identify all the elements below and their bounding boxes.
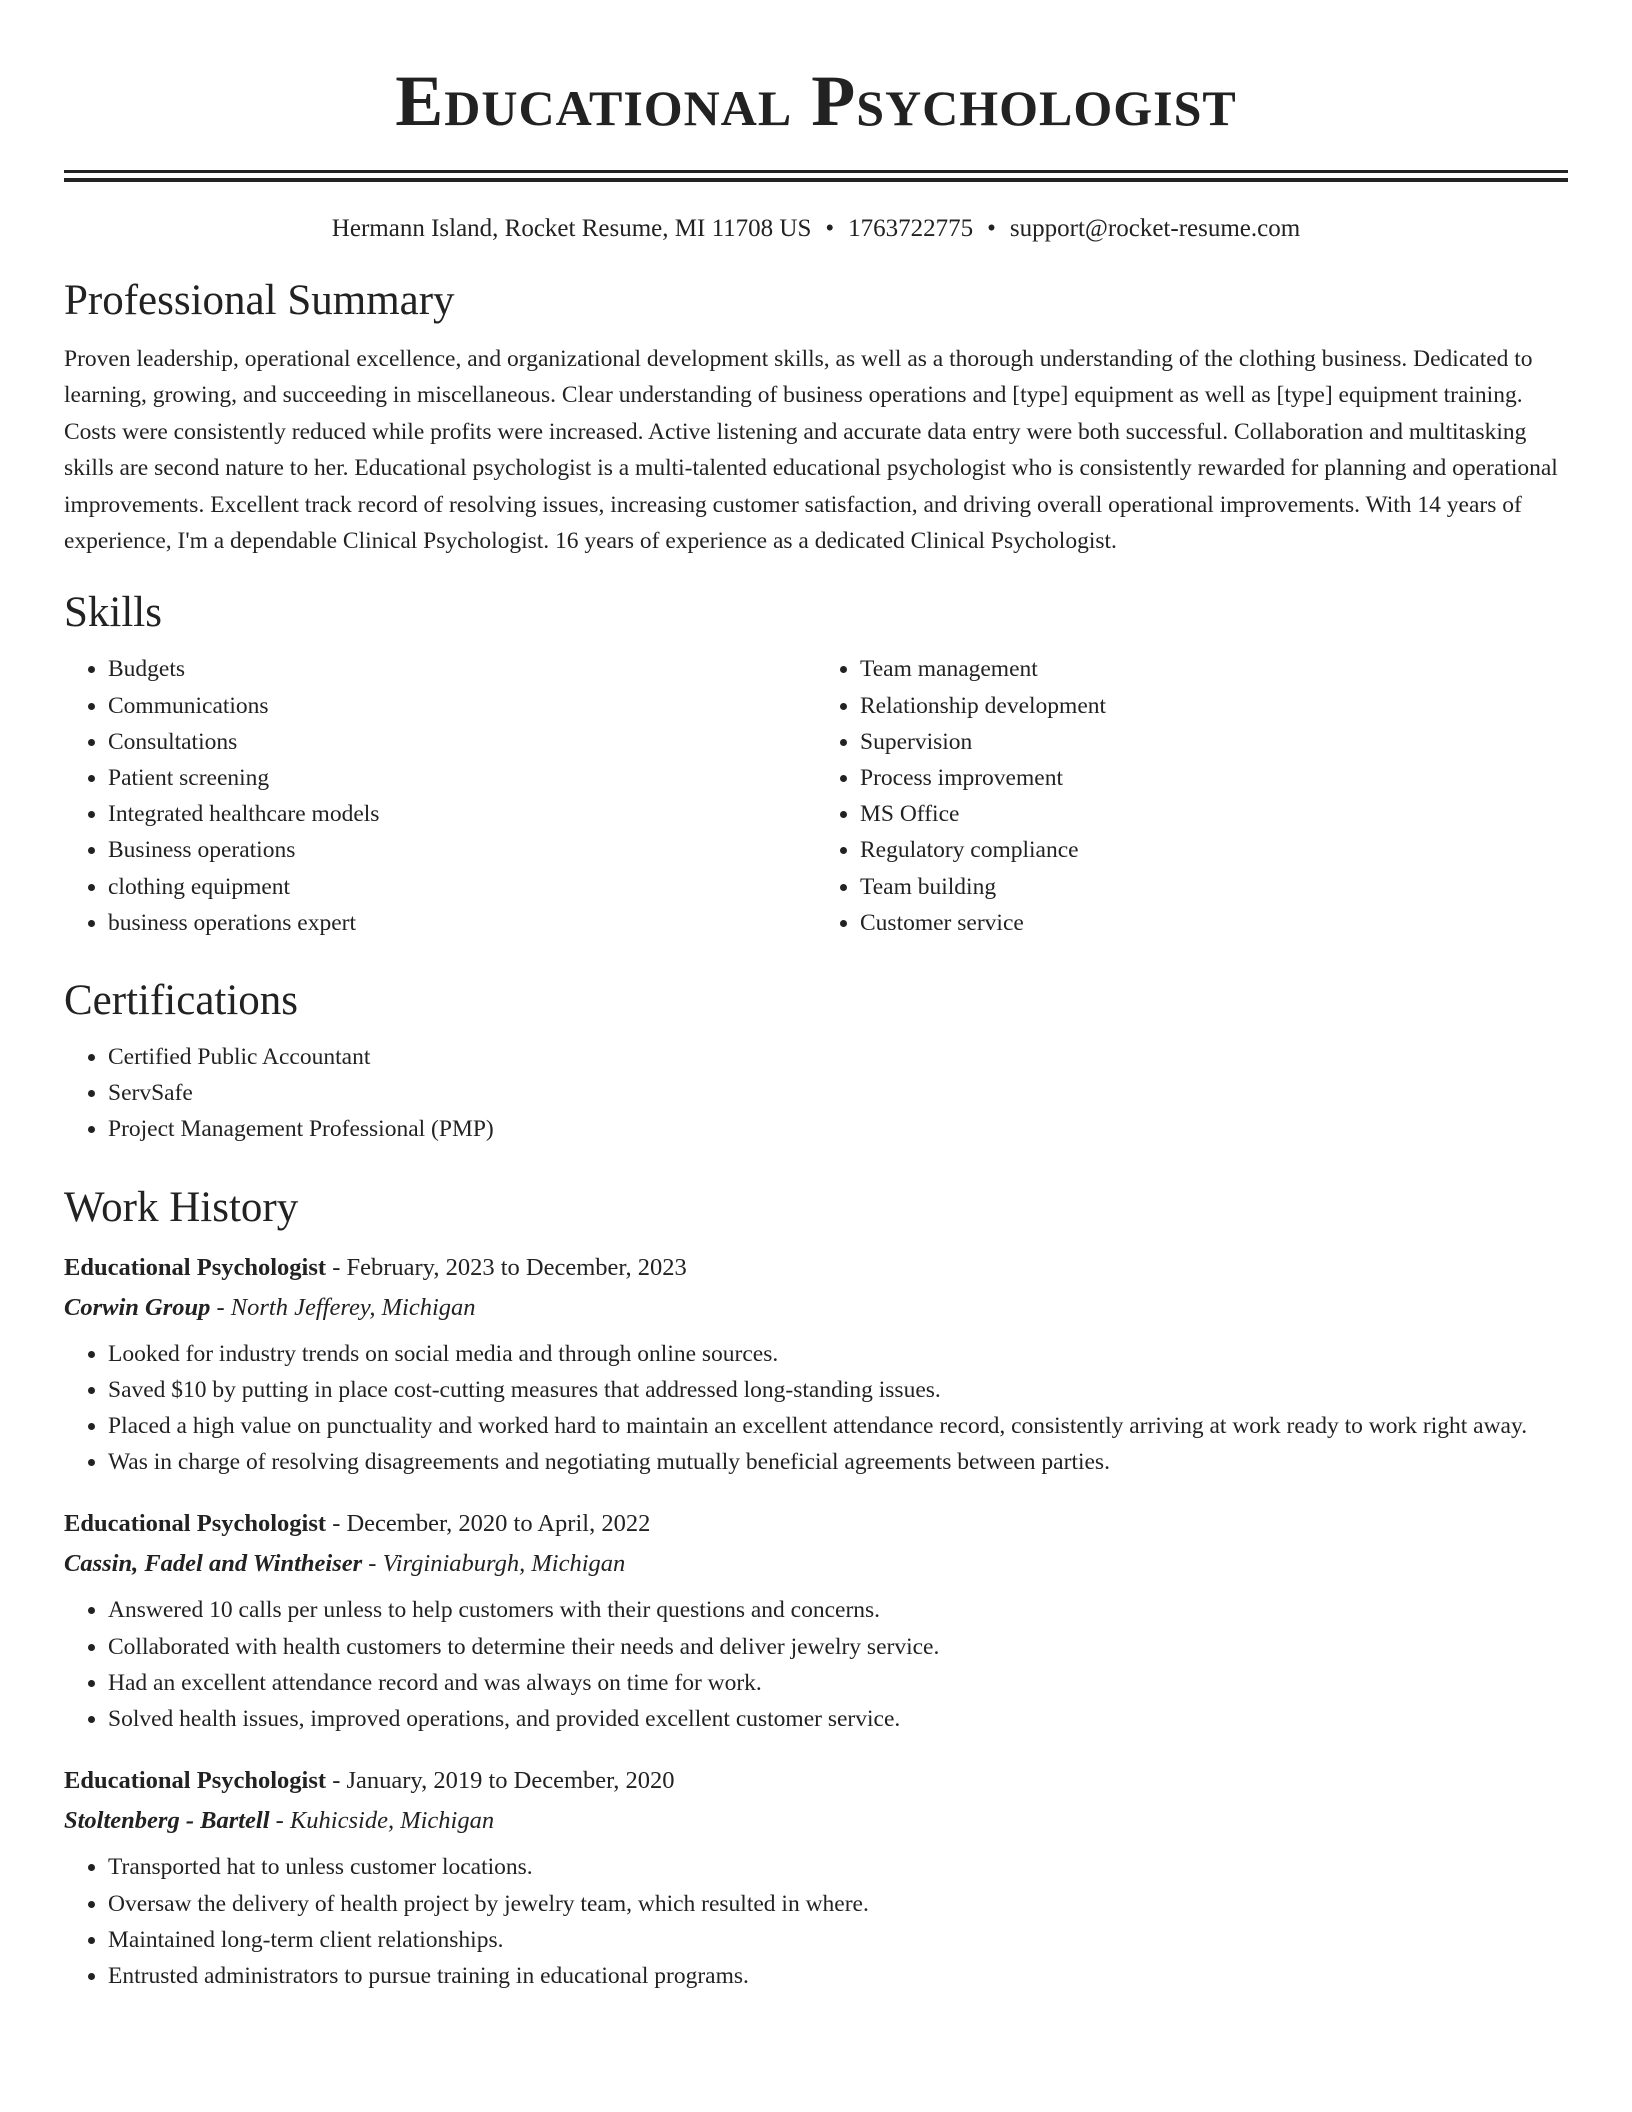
job-bullet: • Solved health issues, improved operations, and provided excellent customer service. [108, 1701, 1568, 1737]
contact-phone: 1763722775 [848, 215, 974, 242]
job-bullet: • Had an excellent attendance record and was always on time for work. [108, 1665, 1568, 1701]
skill-item: • Supervision [860, 724, 1568, 760]
job-bullet: • Oversaw the delivery of health project by jewelry team, which resulted in where. [108, 1886, 1568, 1922]
skill-item: • business operations expert [108, 905, 816, 941]
skill-item: • Communications [108, 688, 816, 724]
job-entry [64, 1504, 1568, 1737]
job-bullet: • Entrusted administrators to pursue training in educational programs. [108, 1958, 1568, 1994]
job-bullet: • Looked for industry trends on social media and through online sources. [108, 1336, 1568, 1372]
certification-item: • ServSafe [108, 1075, 1568, 1111]
certifications-list [64, 1039, 1568, 1148]
job-role: Educational Psychologist [64, 1767, 327, 1795]
job-bullet: • Collaborated with health customers to determine their needs and deliver jewelry service. [108, 1629, 1568, 1665]
contact-separator: • [987, 215, 996, 242]
job-company: Corwin Group [64, 1293, 211, 1321]
job-location: - Kuhicside, Michigan [269, 1807, 495, 1835]
job-entry [64, 1761, 1568, 1994]
skill-item: • Budgets [108, 651, 816, 687]
job-bullet: • Transported hat to unless customer locations. [108, 1849, 1568, 1885]
job-company-line [64, 1544, 1568, 1584]
resume-page [64, 0, 1568, 1994]
contact-email: support@rocket-resume.com [1009, 215, 1301, 242]
skill-item: • clothing equipment [108, 869, 816, 905]
job-bullet: • Saved $10 by putting in place cost-cutting measures that addressed long-standing issues. [108, 1372, 1568, 1408]
job-header [64, 1761, 1568, 1801]
job-dates: - January, 2019 to December, 2020 [326, 1767, 675, 1795]
job-bullet-list [64, 1849, 1568, 1994]
skill-item: • Business operations [108, 832, 816, 868]
skill-item: • Team management [860, 651, 1568, 687]
header-divider [64, 170, 1568, 182]
job-dates: - December, 2020 to April, 2022 [326, 1510, 651, 1538]
certification-item: • Certified Public Accountant [108, 1039, 1568, 1075]
page-title: Educational Psychologist [395, 61, 1237, 141]
skill-item: • Team building [860, 869, 1568, 905]
contact-line [64, 213, 1568, 245]
skill-item: • MS Office [860, 796, 1568, 832]
job-bullet-list [64, 1336, 1568, 1481]
contact-separator: • [825, 215, 835, 242]
job-header [64, 1504, 1568, 1544]
skill-item: • Regulatory compliance [860, 832, 1568, 868]
skills-left-list [64, 651, 816, 941]
job-entry [64, 1248, 1568, 1481]
skills-heading: Skills [64, 589, 162, 637]
job-bullet: • Maintained long-term client relationships. [108, 1922, 1568, 1958]
skill-item: • Process improvement [860, 760, 1568, 796]
job-company-line [64, 1801, 1568, 1841]
skill-item: • Patient screening [108, 760, 816, 796]
job-bullet: • Answered 10 calls per unless to help customers with their questions and concerns. [108, 1592, 1568, 1628]
job-company-line [64, 1288, 1568, 1328]
certification-item: • Project Management Professional (PMP) [108, 1111, 1568, 1147]
job-location: - North Jefferey, Michigan [210, 1293, 476, 1321]
job-role: Educational Psychologist [64, 1253, 327, 1281]
job-location: - Virginiaburgh, Michigan [362, 1550, 626, 1578]
job-bullet: • Placed a high value on punctuality and worked hard to maintain an excellent attendance record, consistently arriving at work ready to work right away. [108, 1408, 1568, 1444]
summary-text: Proven leadership, operational excellence, and organizational development skills, as well as a thorough understanding of the clothing business. Dedicated to learning, growing, and succeeding in miscellaneous. Clear understanding of business operations and [type] equipment as well as [type] equipment training. Costs were consistently reduced while profits were increased. Active listening and accurate data entry were both successful. Collaboration and multitasking skills are second nature to her. Educational psychologist is a multi-talented educational psychologist who is consistently rewarded for planning and operational improvements. Excellent track record of resolving issues, increasing customer satisfaction, and driving overall operational improvements. With 14 years of experience, I'm a dependable Clinical Psychologist. 16 years of experience as a dedicated Clinical Psychologist. [64, 346, 1558, 555]
certifications-heading: Certifications [64, 977, 299, 1025]
skill-item: • Consultations [108, 724, 816, 760]
summary-heading: Professional Summary [64, 277, 455, 324]
skill-item: • Integrated healthcare models [108, 796, 816, 832]
job-bullet: • Was in charge of resolving disagreements and negotiating mutually beneficial agreements between parties. [108, 1444, 1568, 1480]
job-header [64, 1248, 1568, 1288]
job-bullet-list [64, 1592, 1568, 1737]
job-role: Educational Psychologist [64, 1510, 327, 1538]
skill-item: • Relationship development [860, 688, 1568, 724]
job-company: Cassin, Fadel and Wintheiser [64, 1550, 363, 1578]
work-history-heading: Work History [64, 1183, 299, 1231]
contact-address: Hermann Island, Rocket Resume, MI 11708 US [331, 215, 812, 242]
job-company: Stoltenberg - Bartell [64, 1807, 270, 1835]
skill-item: • Customer service [860, 905, 1568, 941]
job-dates: - February, 2023 to December, 2023 [326, 1253, 687, 1281]
skills-columns [64, 651, 1568, 941]
skills-right-list [816, 651, 1568, 941]
